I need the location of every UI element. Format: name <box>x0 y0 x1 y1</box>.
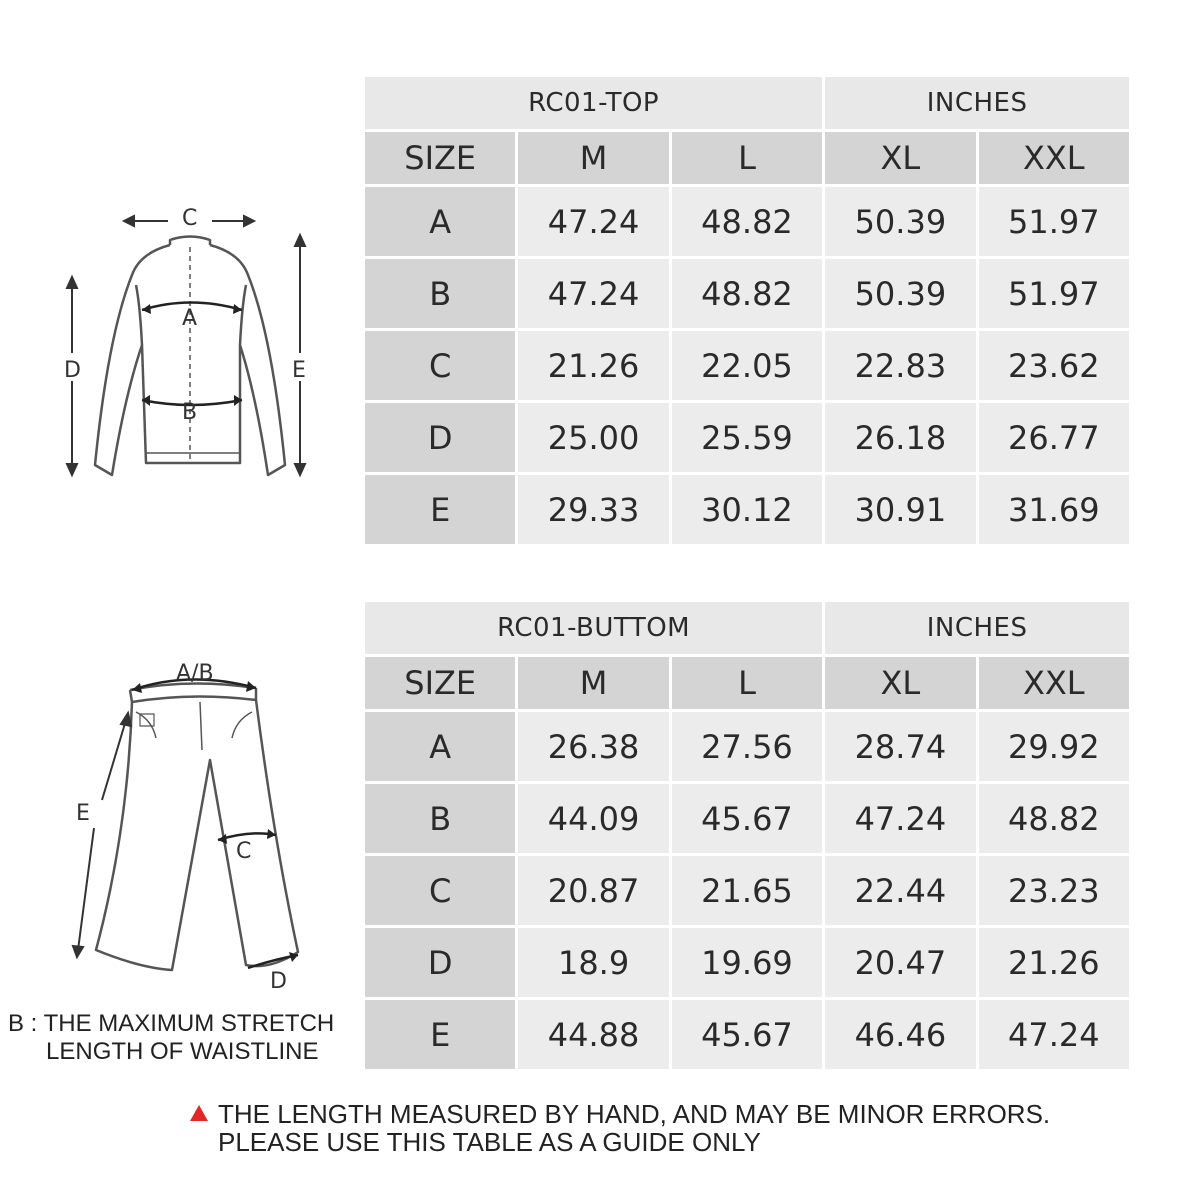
diagram-label-d: D <box>270 969 287 994</box>
diagram-label-d: D <box>64 358 81 383</box>
table-cell: 29.92 <box>979 712 1129 781</box>
size-column-label: SIZE <box>365 657 515 709</box>
diagram-label-b: B <box>182 400 198 425</box>
table-cell: 27.56 <box>672 712 822 781</box>
table-row <box>365 475 1129 544</box>
table-cell: 28.74 <box>825 712 975 781</box>
table-cell: 31.69 <box>979 475 1129 544</box>
table-cell: 50.39 <box>825 187 975 256</box>
table-cell: 26.38 <box>518 712 668 781</box>
table-cell: 47.24 <box>825 784 975 853</box>
table-cell: 30.12 <box>672 475 822 544</box>
table-cell: 48.82 <box>672 187 822 256</box>
row-label: C <box>365 856 515 925</box>
table-row <box>365 187 1129 256</box>
size-header-xxl: XXL <box>979 132 1129 184</box>
table-cell: 45.67 <box>672 1000 822 1069</box>
table-cell: 48.82 <box>979 784 1129 853</box>
stretch-note-line2: LENGTH OF WAISTLINE <box>46 1038 319 1065</box>
table-cell: 25.59 <box>672 403 822 472</box>
size-header-m: M <box>518 132 668 184</box>
table-cell: 30.91 <box>825 475 975 544</box>
table-row <box>365 331 1129 400</box>
table-cell: 50.39 <box>825 259 975 328</box>
table-cell: 45.67 <box>672 784 822 853</box>
stretch-note <box>8 1010 358 1066</box>
table-cell: 46.46 <box>825 1000 975 1069</box>
diagram-label-c: C <box>236 839 252 864</box>
table-cell: 20.87 <box>518 856 668 925</box>
row-label: C <box>365 331 515 400</box>
table-cell: 26.18 <box>825 403 975 472</box>
bottom-size-table <box>362 599 1132 1072</box>
diagram-label-e: E <box>292 358 306 383</box>
table-cell: 21.26 <box>518 331 668 400</box>
table-cell: 20.47 <box>825 928 975 997</box>
table-cell: 22.83 <box>825 331 975 400</box>
size-header-row <box>365 657 1129 709</box>
footnote-line2: PLEASE USE THIS TABLE AS A GUIDE ONLY <box>218 1127 761 1157</box>
warning-triangle-icon <box>190 1105 208 1121</box>
row-label: E <box>365 475 515 544</box>
table-title: RC01-TOP <box>365 77 822 129</box>
table-cell: 21.26 <box>979 928 1129 997</box>
table-header-row <box>365 602 1129 654</box>
size-header-m: M <box>518 657 668 709</box>
size-column-label: SIZE <box>365 132 515 184</box>
table-cell: 44.88 <box>518 1000 668 1069</box>
top-size-table <box>362 74 1132 547</box>
row-label: A <box>365 187 515 256</box>
table-cell: 47.24 <box>518 187 668 256</box>
size-header-l: L <box>672 132 822 184</box>
row-label: B <box>365 784 515 853</box>
jacket-icon <box>50 195 330 495</box>
table-cell: 18.9 <box>518 928 668 997</box>
table-cell: 22.44 <box>825 856 975 925</box>
diagram-label-c: C <box>182 206 198 231</box>
row-label: D <box>365 928 515 997</box>
stretch-note-line1: B : THE MAXIMUM STRETCH <box>8 1010 335 1037</box>
diagram-label-a: A <box>182 306 198 331</box>
size-header-l: L <box>672 657 822 709</box>
row-label: D <box>365 403 515 472</box>
table-cell: 21.65 <box>672 856 822 925</box>
table-header-row <box>365 77 1129 129</box>
size-header-row <box>365 132 1129 184</box>
footnote-line1: THE LENGTH MEASURED BY HAND, AND MAY BE MINOR ERRORS. <box>218 1099 1051 1129</box>
table-cell: 48.82 <box>672 259 822 328</box>
table-cell: 23.23 <box>979 856 1129 925</box>
table-title: RC01-BUTTOM <box>365 602 822 654</box>
table-cell: 44.09 <box>518 784 668 853</box>
table-unit: INCHES <box>825 77 1129 129</box>
size-header-xl: XL <box>825 657 975 709</box>
table-cell: 26.77 <box>979 403 1129 472</box>
table-row <box>365 403 1129 472</box>
row-label: B <box>365 259 515 328</box>
table-row <box>365 784 1129 853</box>
table-row <box>365 856 1129 925</box>
diagram-label-e: E <box>76 801 90 826</box>
diagram-label-ab: A/B <box>176 661 214 686</box>
table-cell: 51.97 <box>979 259 1129 328</box>
table-row <box>365 928 1129 997</box>
table-cell: 29.33 <box>518 475 668 544</box>
row-label: A <box>365 712 515 781</box>
table-row <box>365 1000 1129 1069</box>
table-cell: 23.62 <box>979 331 1129 400</box>
size-header-xl: XL <box>825 132 975 184</box>
row-label: E <box>365 1000 515 1069</box>
table-cell: 25.00 <box>518 403 668 472</box>
table-cell: 47.24 <box>518 259 668 328</box>
table-cell: 22.05 <box>672 331 822 400</box>
table-row <box>365 712 1129 781</box>
table-cell: 51.97 <box>979 187 1129 256</box>
table-row <box>365 259 1129 328</box>
table-cell: 19.69 <box>672 928 822 997</box>
size-header-xxl: XXL <box>979 657 1129 709</box>
pants-icon <box>60 650 340 1000</box>
table-cell: 47.24 <box>979 1000 1129 1069</box>
footnote <box>190 1100 1090 1156</box>
table-unit: INCHES <box>825 602 1129 654</box>
